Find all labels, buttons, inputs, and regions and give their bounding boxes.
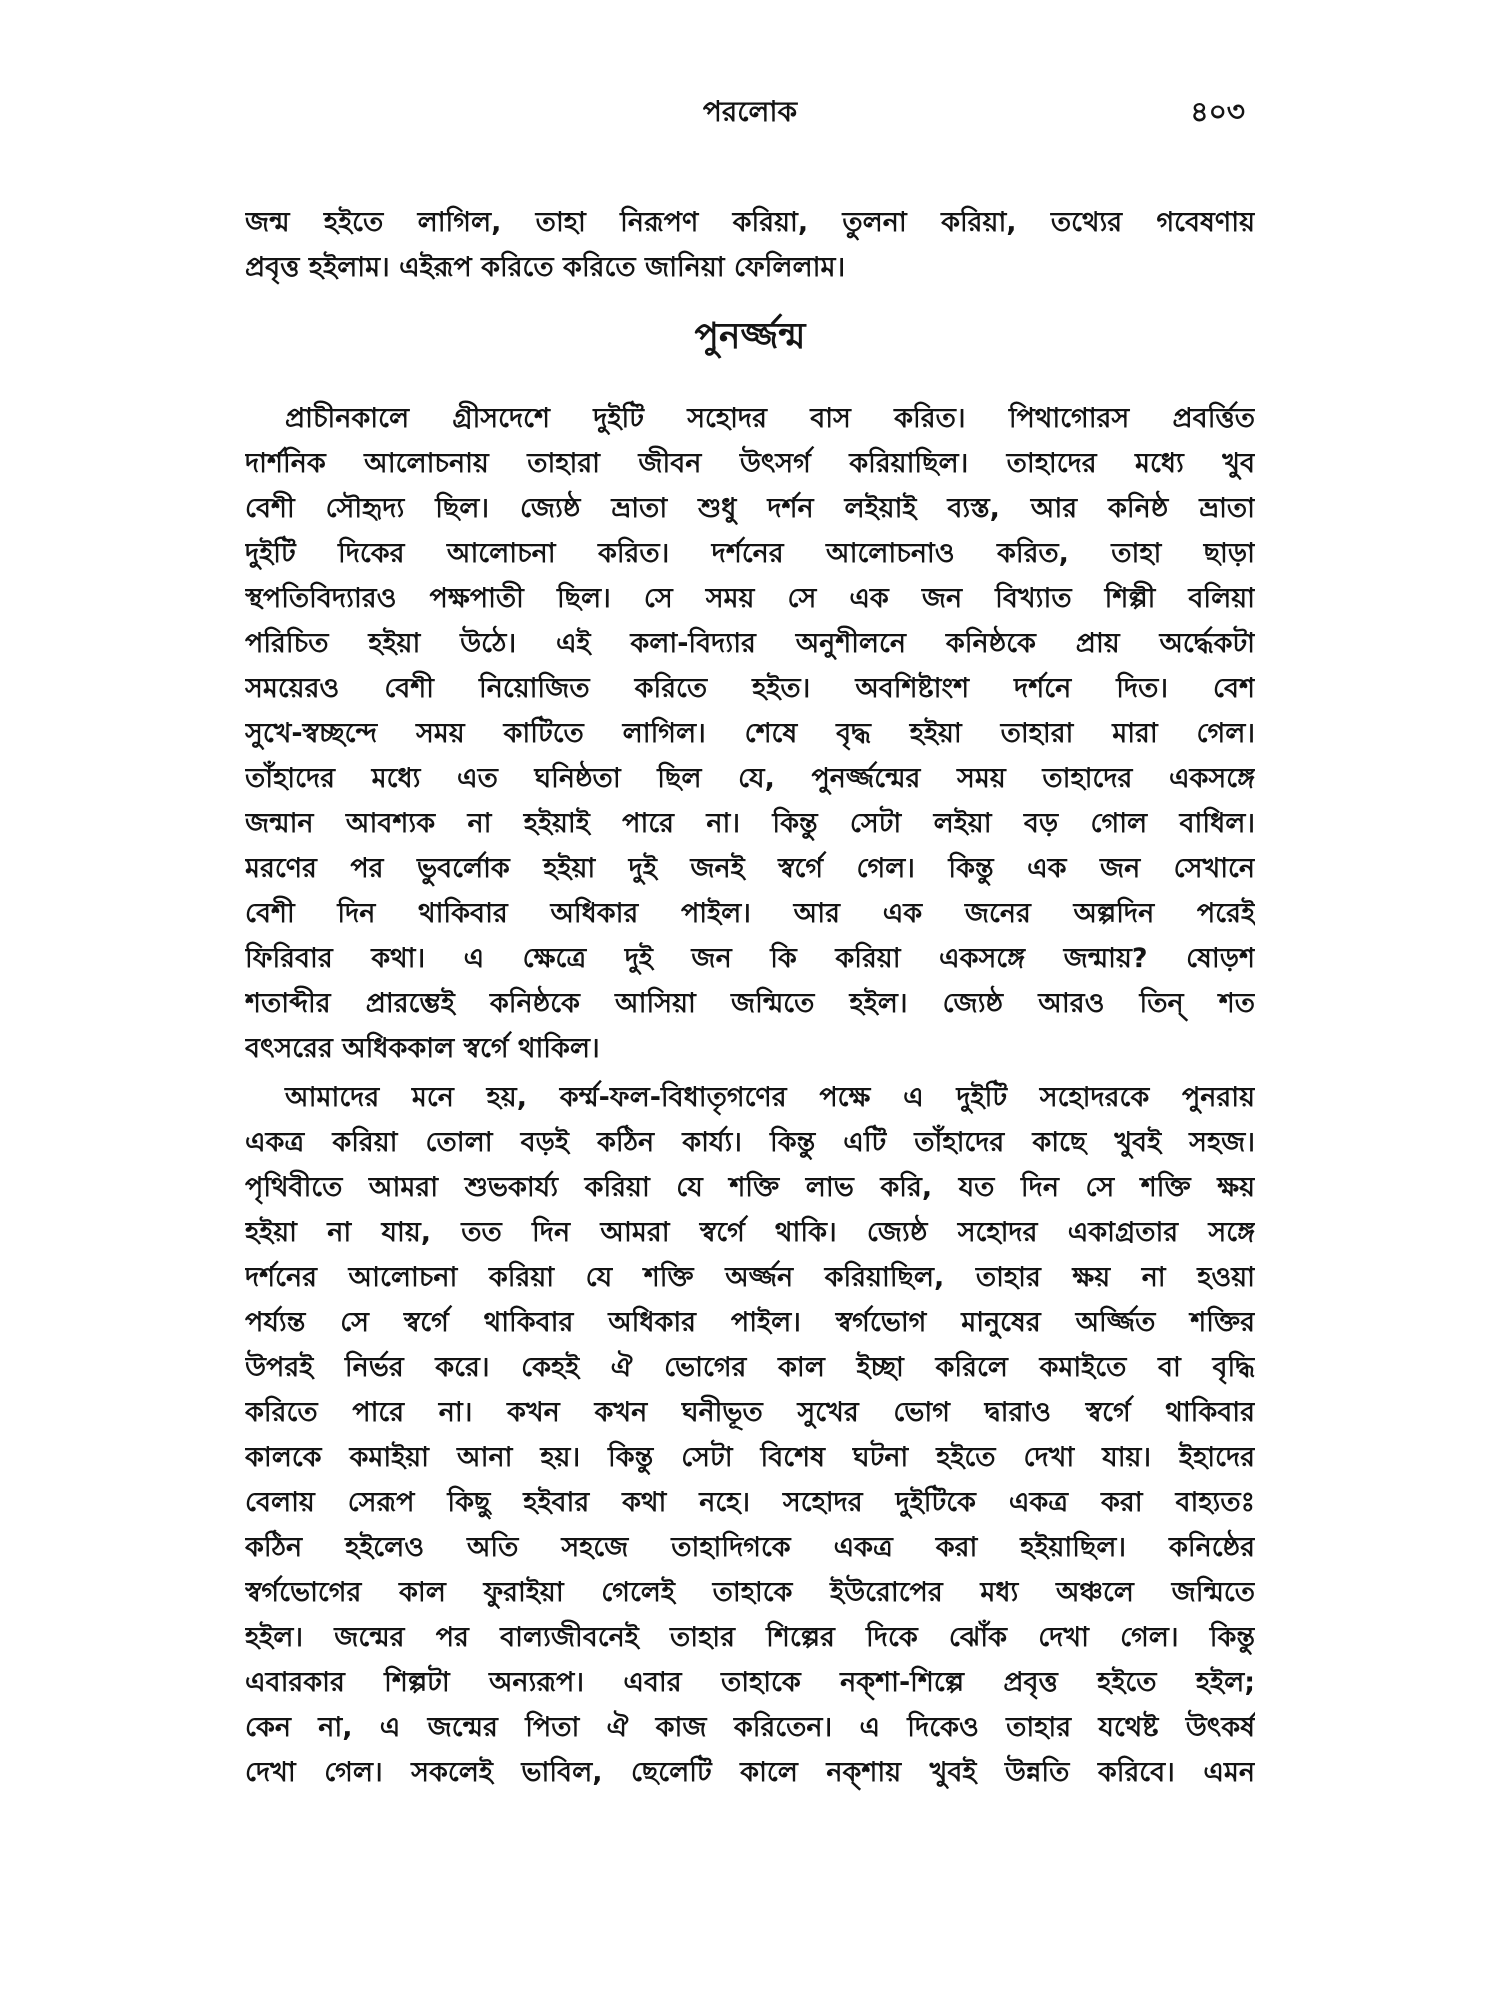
paragraph-1 [245, 396, 1255, 1071]
section-heading: পুনর্জ্জন্ম [694, 316, 806, 357]
text-line: আমাদের মনে হয়, কর্ম্ম-ফল-বিধাতৃগণের পক্ষে এ দুইটি সহোদরকে পুনরায় [285, 1082, 1255, 1113]
text-line: উপরই নির্ভর করে। কেহই ঐ ভোগের কাল ইচ্ছা করিলে কমাইতে বা বৃদ্ধি [245, 1352, 1255, 1383]
text-line: সময়েরও বেশী নিয়োজিত করিতে হইত। অবশিষ্টাংশ দর্শনে দিত। বেশ [245, 673, 1255, 704]
paragraph-2 [245, 1075, 1255, 1795]
text-line: স্বর্গভোগের কাল ফুরাইয়া গেলেই তাহাকে ইউরোপের মধ্য অঞ্চলে জন্মিতে [245, 1577, 1255, 1608]
text-line: জন্মান আবশ্যক না হইয়াই পারে না। কিন্তু সেটা লইয়া বড় গোল বাধিল। [245, 808, 1255, 839]
running-header [0, 92, 1500, 132]
text-line: প্রাচীনকালে গ্রীসদেশে দুইটি সহোদর বাস করিত। পিথাগোরস প্রবর্ত্তিত [285, 403, 1255, 434]
text-line: কেন না, এ জন্মের পিতা ঐ কাজ করিতেন। এ দিকেও তাহার যথেষ্ট উৎকর্ষ [245, 1712, 1255, 1743]
text-line: পৃথিবীতে আমরা শুভকার্য্য করিয়া যে শক্তি লাভ করি, যত দিন সে শক্তি ক্ষয় [245, 1172, 1255, 1203]
text-line: বৎসরের অধিককাল স্বর্গে থাকিল। [245, 1033, 600, 1064]
text-line: পর্য্যন্ত সে স্বর্গে থাকিবার অধিকার পাইল। স্বর্গভোগ মানুষের অর্জ্জিত শক্তির [245, 1307, 1255, 1338]
intro-paragraph [245, 200, 1255, 290]
text-line: শতাব্দীর প্রারম্ভেই কনিষ্ঠকে আসিয়া জন্মিতে হইল। জ্যেষ্ঠ আরও তিন্ শত [245, 988, 1255, 1019]
text-line: স্থপতিবিদ্যারও পক্ষপাতী ছিল। সে সময় সে এক জন বিখ্যাত শিল্পী বলিয়া [245, 583, 1255, 614]
text-line: কঠিন হইলেও অতি সহজে তাহাদিগকে একত্র করা হইয়াছিল। কনিষ্ঠের [245, 1532, 1255, 1563]
running-title: পরলোক [702, 95, 798, 128]
text-line: মরণের পর ভুবর্লোক হইয়া দুই জনই স্বর্গে গেল। কিন্তু এক জন সেখানে [245, 853, 1255, 884]
text-line: দার্শনিক আলোচনায় তাহারা জীবন উৎসর্গ করিয়াছিল। তাহাদের মধ্যে খুব [245, 448, 1255, 479]
text-line: বেশী দিন থাকিবার অধিকার পাইল। আর এক জনের অল্পদিন পরেই [245, 898, 1255, 929]
text-line: দুইটি দিকের আলোচনা করিত। দর্শনের আলোচনাও করিত, তাহা ছাড়া [245, 538, 1255, 569]
text-line: পরিচিত হইয়া উঠে। এই কলা-বিদ্যার অনুশীলনে কনিষ্ঠকে প্রায় অর্দ্ধেকটা [245, 628, 1255, 659]
text-line: ফিরিবার কথা। এ ক্ষেত্রে দুই জন কি করিয়া একসঙ্গে জন্মায়? ষোড়শ [245, 943, 1255, 974]
text-line: দর্শনের আলোচনা করিয়া যে শক্তি অর্জ্জন করিয়াছিল, তাহার ক্ষয় না হওয়া [245, 1262, 1255, 1293]
text-line: জন্ম হইতে লাগিল, তাহা নিরূপণ করিয়া, তুলনা করিয়া, তথ্যের গবেষণায় [245, 207, 1255, 238]
body-text [245, 200, 1255, 1795]
text-line: হইয়া না যায়, তত দিন আমরা স্বর্গে থাকি। জ্যেষ্ঠ সহোদর একাগ্রতার সঙ্গে [245, 1217, 1255, 1248]
text-line: দেখা গেল। সকলেই ভাবিল, ছেলেটি কালে নক্শায় খুবই উন্নতি করিবে। এমন [245, 1757, 1255, 1788]
text-line: হইল। জন্মের পর বাল্যজীবনেই তাহার শিল্পের দিকে ঝোঁক দেখা গেল। কিন্তু [245, 1622, 1255, 1653]
text-line: করিতে পারে না। কখন কখন ঘনীভূত সুখের ভোগ দ্বারাও স্বর্গে থাকিবার [245, 1397, 1255, 1428]
text-line: তাঁহাদের মধ্যে এত ঘনিষ্ঠতা ছিল যে, পুনর্জ্জন্মের সময় তাহাদের একসঙ্গে [245, 763, 1255, 794]
text-line: কালকে কমাইয়া আনা হয়। কিন্তু সেটা বিশেষ ঘটনা হইতে দেখা যায়। ইহাদের [245, 1442, 1255, 1473]
text-line: সুখে-স্বচ্ছন্দে সময় কাটিতে লাগিল। শেষে বৃদ্ধ হইয়া তাহারা মারা গেল। [245, 718, 1255, 749]
text-line: প্রবৃত্ত হইলাম। এইরূপ করিতে করিতে জানিয়া ফেলিলাম। [245, 252, 846, 283]
text-line: একত্র করিয়া তোলা বড়ই কঠিন কার্য্য। কিন্তু এটি তাঁহাদের কাছে খুবই সহজ। [245, 1127, 1255, 1158]
page-number: ৪০৩ [1190, 95, 1245, 128]
text-line: বেলায় সেরূপ কিছু হইবার কথা নহে। সহোদর দুইটিকে একত্র করা বাহ্যতঃ [245, 1487, 1255, 1518]
text-line: এবারকার শিল্পটা অন্যরূপ। এবার তাহাকে নক্শা-শিল্পে প্রবৃত্ত হইতে হইল; [245, 1667, 1255, 1698]
text-line: বেশী সৌহৃদ্য ছিল। জ্যেষ্ঠ ভ্রাতা শুধু দর্শন লইয়াই ব্যস্ত, আর কনিষ্ঠ ভ্রাতা [245, 493, 1255, 524]
